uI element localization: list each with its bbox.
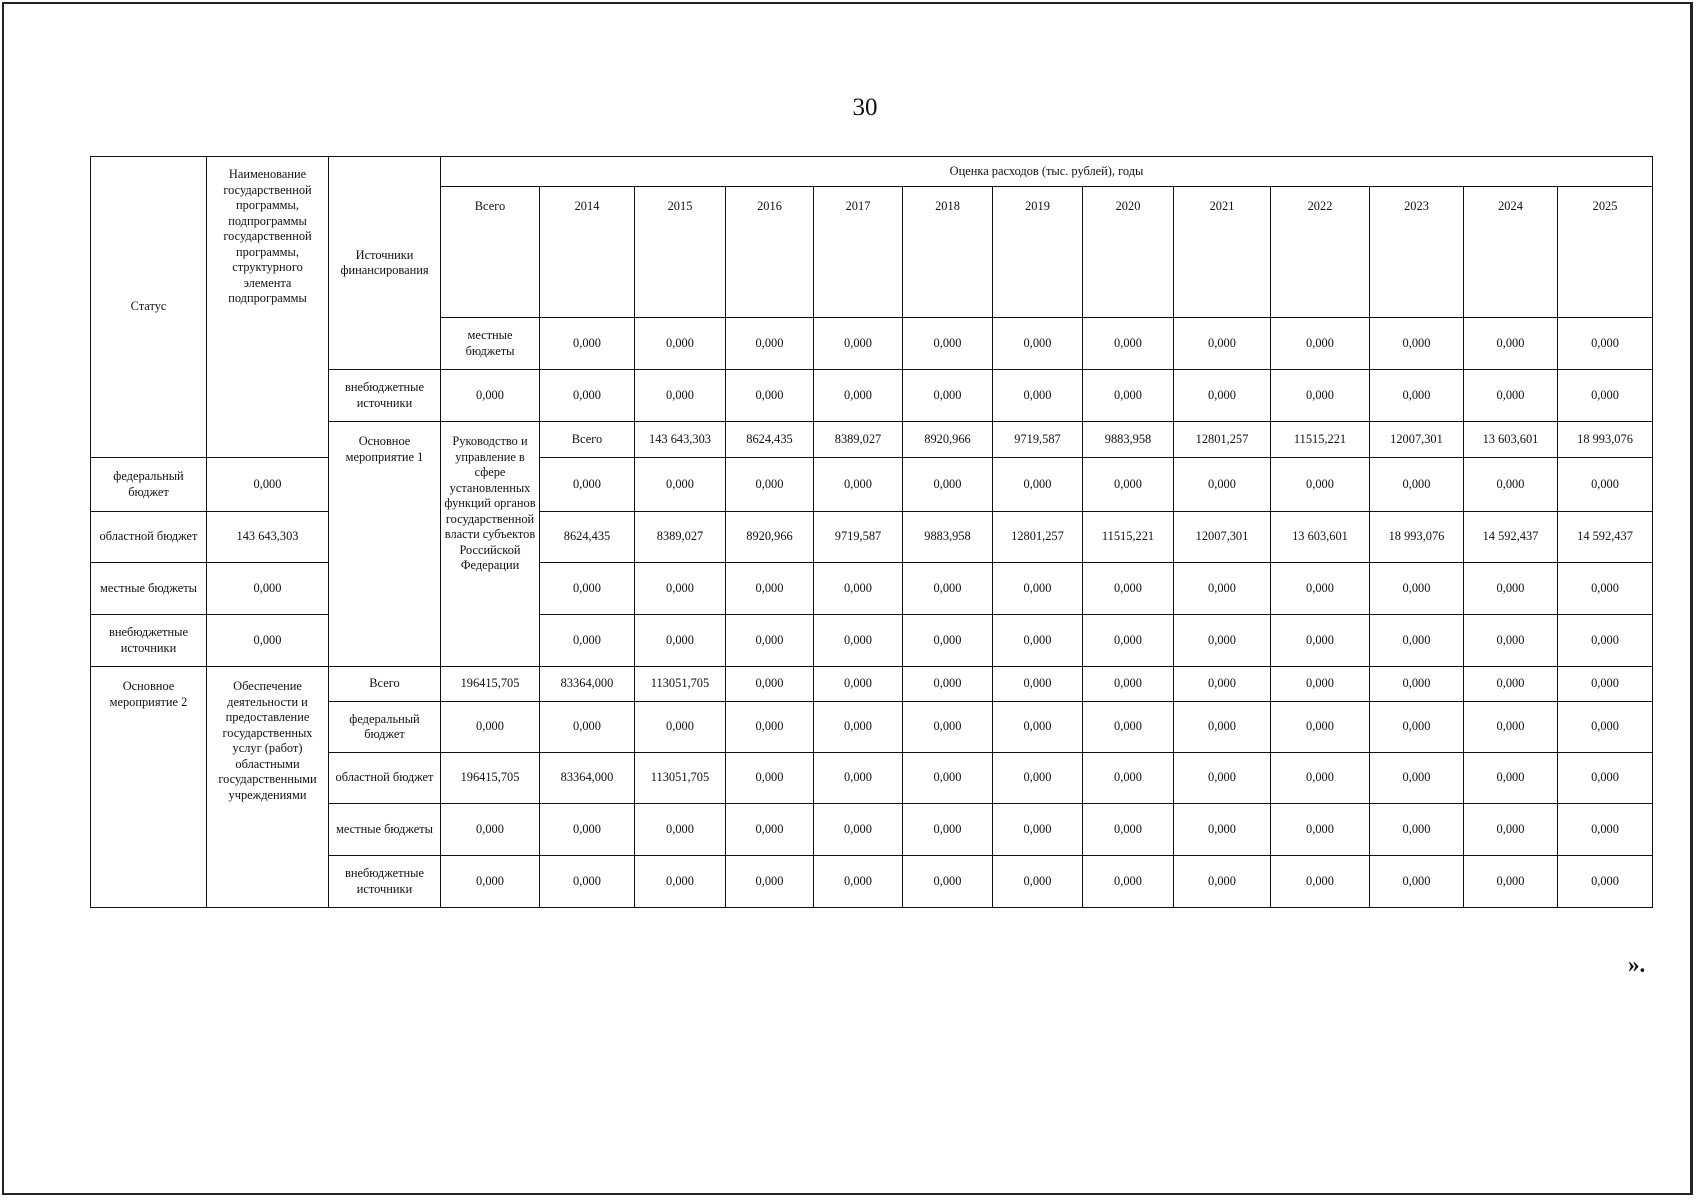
value-cell: 0,000 xyxy=(814,856,903,908)
funding-source-cell: внебюджетные источники xyxy=(329,370,441,422)
value-cell: 0,000 xyxy=(903,458,993,512)
value-cell: 0,000 xyxy=(1464,615,1558,667)
value-cell: 9719,587 xyxy=(993,422,1083,458)
value-cell: 14 592,437 xyxy=(1464,512,1558,563)
funding-source-cell: местные бюджеты xyxy=(329,804,441,856)
year-header: 2017 xyxy=(814,187,903,318)
value-cell: 0,000 xyxy=(635,702,726,753)
value-cell: 83364,000 xyxy=(540,667,635,702)
value-cell: 0,000 xyxy=(540,615,635,667)
name-header: Наименование государственной программы, подпрограммы государственной программы, структурного элемента подпрограммы xyxy=(207,157,329,458)
activity-name-cell: Руководство и управление в сфере установленных функций органов государственной власти субъектов Российской Федерации xyxy=(441,422,540,667)
value-cell: 0,000 xyxy=(903,615,993,667)
value-cell: 0,000 xyxy=(993,753,1083,804)
value-cell: 0,000 xyxy=(1083,318,1174,370)
value-cell: 0,000 xyxy=(1370,804,1464,856)
value-cell: 0,000 xyxy=(1083,856,1174,908)
value-cell: 0,000 xyxy=(635,804,726,856)
value-cell: 0,000 xyxy=(726,753,814,804)
value-cell: 0,000 xyxy=(635,615,726,667)
value-cell: 0,000 xyxy=(814,563,903,615)
value-cell: 0,000 xyxy=(1174,370,1271,422)
value-cell: 0,000 xyxy=(1271,804,1370,856)
activity-status-cell: Основное мероприятие 1 xyxy=(329,422,441,667)
value-cell: 0,000 xyxy=(441,702,540,753)
value-cell: 0,000 xyxy=(726,615,814,667)
status-header: Статус xyxy=(91,157,207,458)
value-cell: 0,000 xyxy=(1370,667,1464,702)
funding-source-cell: внебюджетные источники xyxy=(91,615,207,667)
value-cell: 0,000 xyxy=(726,804,814,856)
value-cell: 0,000 xyxy=(993,563,1083,615)
value-cell: 0,000 xyxy=(726,370,814,422)
value-cell: 0,000 xyxy=(814,667,903,702)
value-cell: 0,000 xyxy=(1174,615,1271,667)
value-cell: 9883,958 xyxy=(903,512,993,563)
value-cell: 83364,000 xyxy=(540,753,635,804)
value-cell: 0,000 xyxy=(903,370,993,422)
value-cell: 0,000 xyxy=(1271,458,1370,512)
funding-source-cell: федеральный бюджет xyxy=(91,458,207,512)
value-cell: 0,000 xyxy=(1174,563,1271,615)
value-cell: 0,000 xyxy=(1271,856,1370,908)
value-cell: 0,000 xyxy=(1083,563,1174,615)
year-header: 2025 xyxy=(1558,187,1653,318)
value-cell: 8920,966 xyxy=(903,422,993,458)
value-cell: 0,000 xyxy=(903,753,993,804)
value-cell: 0,000 xyxy=(635,458,726,512)
value-cell: 13 603,601 xyxy=(1271,512,1370,563)
value-cell: 0,000 xyxy=(814,615,903,667)
value-cell: 12007,301 xyxy=(1174,512,1271,563)
value-cell: 0,000 xyxy=(635,856,726,908)
value-cell: 0,000 xyxy=(1271,702,1370,753)
value-cell: 0,000 xyxy=(993,318,1083,370)
value-cell: 0,000 xyxy=(207,458,329,512)
year-header: 2014 xyxy=(540,187,635,318)
source-header: Источники финансирования xyxy=(329,157,441,370)
year-header: 2021 xyxy=(1174,187,1271,318)
value-cell: 0,000 xyxy=(1271,563,1370,615)
value-cell: 11515,221 xyxy=(1083,512,1174,563)
funding-source-cell: областной бюджет xyxy=(329,753,441,804)
value-cell: 0,000 xyxy=(1174,753,1271,804)
value-cell: 0,000 xyxy=(726,563,814,615)
value-cell: 0,000 xyxy=(1370,702,1464,753)
value-cell: 0,000 xyxy=(1174,702,1271,753)
value-cell: 9719,587 xyxy=(814,512,903,563)
value-cell: 0,000 xyxy=(903,702,993,753)
value-cell: 0,000 xyxy=(540,458,635,512)
value-cell: 12801,257 xyxy=(1174,422,1271,458)
year-header: 2020 xyxy=(1083,187,1174,318)
value-cell: 0,000 xyxy=(993,856,1083,908)
budget-row xyxy=(91,512,1653,563)
value-cell: 0,000 xyxy=(726,318,814,370)
funding-source-cell: местные бюджеты xyxy=(91,563,207,615)
value-cell: 8920,966 xyxy=(726,512,814,563)
funding-source-cell: областной бюджет xyxy=(91,512,207,563)
value-cell: 0,000 xyxy=(903,856,993,908)
value-cell: 0,000 xyxy=(993,458,1083,512)
value-cell: 0,000 xyxy=(1558,856,1653,908)
value-cell: 0,000 xyxy=(635,318,726,370)
value-cell: 113051,705 xyxy=(635,667,726,702)
value-cell: 0,000 xyxy=(726,667,814,702)
value-cell: 0,000 xyxy=(441,804,540,856)
value-cell: 0,000 xyxy=(1083,370,1174,422)
value-cell: 0,000 xyxy=(1370,458,1464,512)
value-cell: 0,000 xyxy=(1174,804,1271,856)
value-cell: 196415,705 xyxy=(441,667,540,702)
value-cell: 0,000 xyxy=(1174,318,1271,370)
value-cell: 0,000 xyxy=(1271,753,1370,804)
value-cell: 8389,027 xyxy=(814,422,903,458)
year-header: 2024 xyxy=(1464,187,1558,318)
activity-status-cell: Основное мероприятие 2 xyxy=(91,667,207,908)
value-cell: 11515,221 xyxy=(1271,422,1370,458)
value-cell: 14 592,437 xyxy=(1558,512,1653,563)
value-cell: 0,000 xyxy=(1083,615,1174,667)
value-cell: 0,000 xyxy=(1464,856,1558,908)
funding-source-cell: местные бюджеты xyxy=(441,318,540,370)
value-cell: 0,000 xyxy=(993,702,1083,753)
funding-source-cell: федеральный бюджет xyxy=(329,702,441,753)
value-cell: 0,000 xyxy=(1558,667,1653,702)
budget-row xyxy=(91,615,1653,667)
value-cell: 0,000 xyxy=(1558,370,1653,422)
value-cell: 0,000 xyxy=(540,804,635,856)
value-cell: 0,000 xyxy=(1464,458,1558,512)
value-cell: 0,000 xyxy=(1464,667,1558,702)
value-cell: 0,000 xyxy=(1370,856,1464,908)
value-cell: 0,000 xyxy=(1083,702,1174,753)
value-cell: 0,000 xyxy=(207,563,329,615)
value-cell: 0,000 xyxy=(207,615,329,667)
value-cell: 0,000 xyxy=(1370,753,1464,804)
value-cell: 0,000 xyxy=(1370,563,1464,615)
value-cell: 0,000 xyxy=(903,563,993,615)
value-cell: 0,000 xyxy=(1083,804,1174,856)
value-cell: 0,000 xyxy=(635,370,726,422)
value-cell: 0,000 xyxy=(635,563,726,615)
budget-row xyxy=(91,458,1653,512)
value-cell: 0,000 xyxy=(1558,804,1653,856)
value-cell: 12801,257 xyxy=(993,512,1083,563)
value-cell: 0,000 xyxy=(1174,856,1271,908)
value-cell: 0,000 xyxy=(993,667,1083,702)
value-cell: 8624,435 xyxy=(726,422,814,458)
value-cell: 0,000 xyxy=(1271,667,1370,702)
value-cell: 18 993,076 xyxy=(1558,422,1653,458)
value-cell: 0,000 xyxy=(1464,804,1558,856)
value-cell: 0,000 xyxy=(1558,318,1653,370)
activity-name-cell: Обеспечение деятельности и предоставление государственных услуг (работ) областными государственными учреждениями xyxy=(207,667,329,908)
value-cell: 143 643,303 xyxy=(207,512,329,563)
value-cell: 0,000 xyxy=(1558,753,1653,804)
value-cell: 0,000 xyxy=(1464,753,1558,804)
value-cell: 0,000 xyxy=(540,318,635,370)
value-cell: 0,000 xyxy=(1558,458,1653,512)
value-cell: 0,000 xyxy=(993,370,1083,422)
value-cell: 0,000 xyxy=(540,856,635,908)
value-cell: 0,000 xyxy=(726,458,814,512)
value-cell: 0,000 xyxy=(1083,667,1174,702)
value-cell: 0,000 xyxy=(814,370,903,422)
funding-source-cell: внебюджетные источники xyxy=(329,856,441,908)
value-cell: 0,000 xyxy=(726,856,814,908)
value-cell: 0,000 xyxy=(1464,702,1558,753)
value-cell: 0,000 xyxy=(814,458,903,512)
value-cell: 0,000 xyxy=(814,804,903,856)
value-cell: 0,000 xyxy=(1464,318,1558,370)
value-cell: 9883,958 xyxy=(1083,422,1174,458)
budget-table-body xyxy=(91,157,1653,908)
value-cell: 0,000 xyxy=(441,856,540,908)
value-cell: 0,000 xyxy=(1558,702,1653,753)
year-header: 2022 xyxy=(1271,187,1370,318)
value-cell: 0,000 xyxy=(1558,615,1653,667)
year-header: 2019 xyxy=(993,187,1083,318)
value-cell: 0,000 xyxy=(1370,370,1464,422)
funding-source-cell: Всего xyxy=(329,667,441,702)
budget-row xyxy=(91,667,1653,702)
header-row-1 xyxy=(91,157,1653,187)
value-cell: 0,000 xyxy=(1271,318,1370,370)
value-cell: 0,000 xyxy=(441,370,540,422)
year-header: 2016 xyxy=(726,187,814,318)
value-cell: 0,000 xyxy=(1083,458,1174,512)
value-cell: 0,000 xyxy=(1464,370,1558,422)
value-cell: 0,000 xyxy=(1174,458,1271,512)
value-cell: 0,000 xyxy=(1083,753,1174,804)
value-cell: 0,000 xyxy=(814,318,903,370)
value-cell: 0,000 xyxy=(993,804,1083,856)
value-cell: 0,000 xyxy=(1464,563,1558,615)
year-header: 2015 xyxy=(635,187,726,318)
value-cell: 0,000 xyxy=(814,753,903,804)
value-cell: 8389,027 xyxy=(635,512,726,563)
closing-quote: ». xyxy=(1628,952,1646,977)
value-cell: 0,000 xyxy=(1271,370,1370,422)
value-cell: 0,000 xyxy=(540,563,635,615)
year-header: 2018 xyxy=(903,187,993,318)
year-header: 2023 xyxy=(1370,187,1464,318)
value-cell: 0,000 xyxy=(1558,563,1653,615)
value-cell: 0,000 xyxy=(1370,318,1464,370)
value-cell: 0,000 xyxy=(726,702,814,753)
budget-row xyxy=(91,563,1653,615)
value-cell: 13 603,601 xyxy=(1464,422,1558,458)
value-cell: 0,000 xyxy=(903,804,993,856)
budget-table xyxy=(90,156,1653,908)
value-cell: 196415,705 xyxy=(441,753,540,804)
value-cell: 8624,435 xyxy=(540,512,635,563)
estimate-header: Оценка расходов (тыс. рублей), годы xyxy=(441,157,1653,187)
value-cell: 0,000 xyxy=(1271,615,1370,667)
total-header: Всего xyxy=(441,187,540,318)
value-cell: 0,000 xyxy=(903,667,993,702)
value-cell: 0,000 xyxy=(1370,615,1464,667)
value-cell: 18 993,076 xyxy=(1370,512,1464,563)
value-cell: 0,000 xyxy=(993,615,1083,667)
value-cell: 12007,301 xyxy=(1370,422,1464,458)
value-cell: 0,000 xyxy=(540,702,635,753)
page-number: 30 xyxy=(852,94,878,121)
funding-source-cell: Всего xyxy=(540,422,635,458)
value-cell: 0,000 xyxy=(903,318,993,370)
value-cell: 113051,705 xyxy=(635,753,726,804)
value-cell: 143 643,303 xyxy=(635,422,726,458)
value-cell: 0,000 xyxy=(814,702,903,753)
value-cell: 0,000 xyxy=(540,370,635,422)
value-cell: 0,000 xyxy=(1174,667,1271,702)
